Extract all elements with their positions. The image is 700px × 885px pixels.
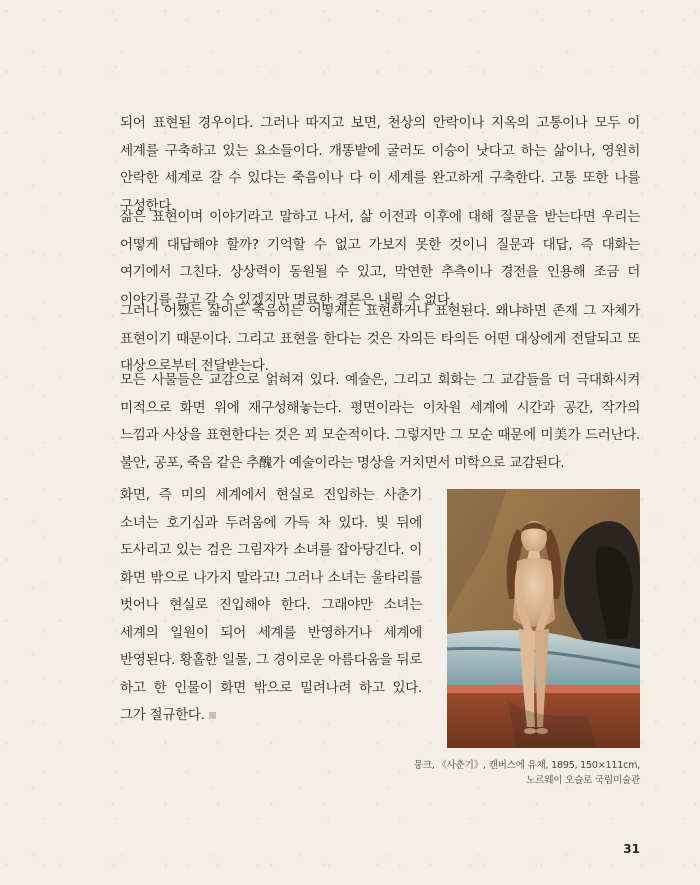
page-number: 31 — [623, 842, 640, 856]
painting-puberty-image — [447, 489, 640, 748]
body-paragraph-2: 삶은 표현이며 이야기라고 말하고 나서, 삶 이전과 이후에 대해 질문을 받는다면 우리는 어떻게 대답해야 할까? 기억할 수 없고 가보지 못한 것이니 질문과 대답, 즉 대화는 여기에서 그친다. 상상력이 동원될 수 있고, 막연한 추측이나 경전을 인용해 조금 더 이야기를 끌고 갈 수 있겠지만 명료한 결론은 내릴 수 없다. — [120, 209, 640, 308]
body-paragraph-1: 되어 표현된 경우이다. 그러나 따지고 보면, 천상의 안락이나 지옥의 고통이나 모두 이 세계를 구축하고 있는 요소들이다. 개똥밭에 굴러도 이승이 낫다고 하는 삶이나, 영원히 안락한 세계로 갈 수 있다는 죽음이나 다 이 세계를 완고하게 구축한다. 고통 또한 나를 구성한다. — [120, 115, 640, 214]
body-paragraph-5 — [120, 482, 422, 730]
body-paragraph-4: 모든 사물들은 교감으로 얽혀져 있다. 예술은, 그리고 회화는 그 교감들을 더 극대화시켜 미적으로 화면 위에 재구성해놓는다. 평면이라는 이차원 세계에 시간과 공간, 작가의 느낌과 사상을 표현한다는 것은 꾀 모순적이다. 그렇지만 그 모순 때문에 미美가 드러난다. 불안, 공포, 죽음 같은 추醜가 예술이라는 명상을 거치면서 미학으로 교감된다. — [120, 372, 640, 471]
body-paragraph-3: 그러나 어쨌든 삶이든 죽음이든 어떻게든 표현하거나 표현된다. 왜냐하면 존재 그 자체가 표현이기 때문이다. 그리고 표현을 한다는 것은 자의든 타의든 어떤 대상에게 전달되고 또 대상으로부터 전달받는다. — [120, 303, 640, 374]
caption-line-2: 노르웨이 오슬로 국립미술관 — [526, 775, 640, 786]
end-mark-icon — [209, 712, 216, 719]
caption-line-1: 뭉크, 《사춘기》, 캔버스에 유채, 1895, 150×111cm, — [413, 760, 640, 771]
painting-caption — [400, 758, 640, 788]
body-paragraph-5-text: 화면, 즉 미의 세계에서 현실로 진입하는 사춘기 소녀는 호기심과 두려움에 가득 차 있다. 빛 뒤에 도사리고 있는 검은 그림자가 소녀를 잡아당긴다. 이 화면 밖으로 나가지 말라고! 그러나 소녀는 울타리를 벗어나 현실로 진입해야 한다. 그래야만 소녀는 세계의 일원이 되어 세계를 반영하거나 세계에 반영된다. 황홀한 일몰, 그 경이로운 아름다움을 뒤로 하고 한 인물이 화면 밖으로 밀려나려 하고 있다. 그가 절규한다. — [120, 487, 422, 723]
